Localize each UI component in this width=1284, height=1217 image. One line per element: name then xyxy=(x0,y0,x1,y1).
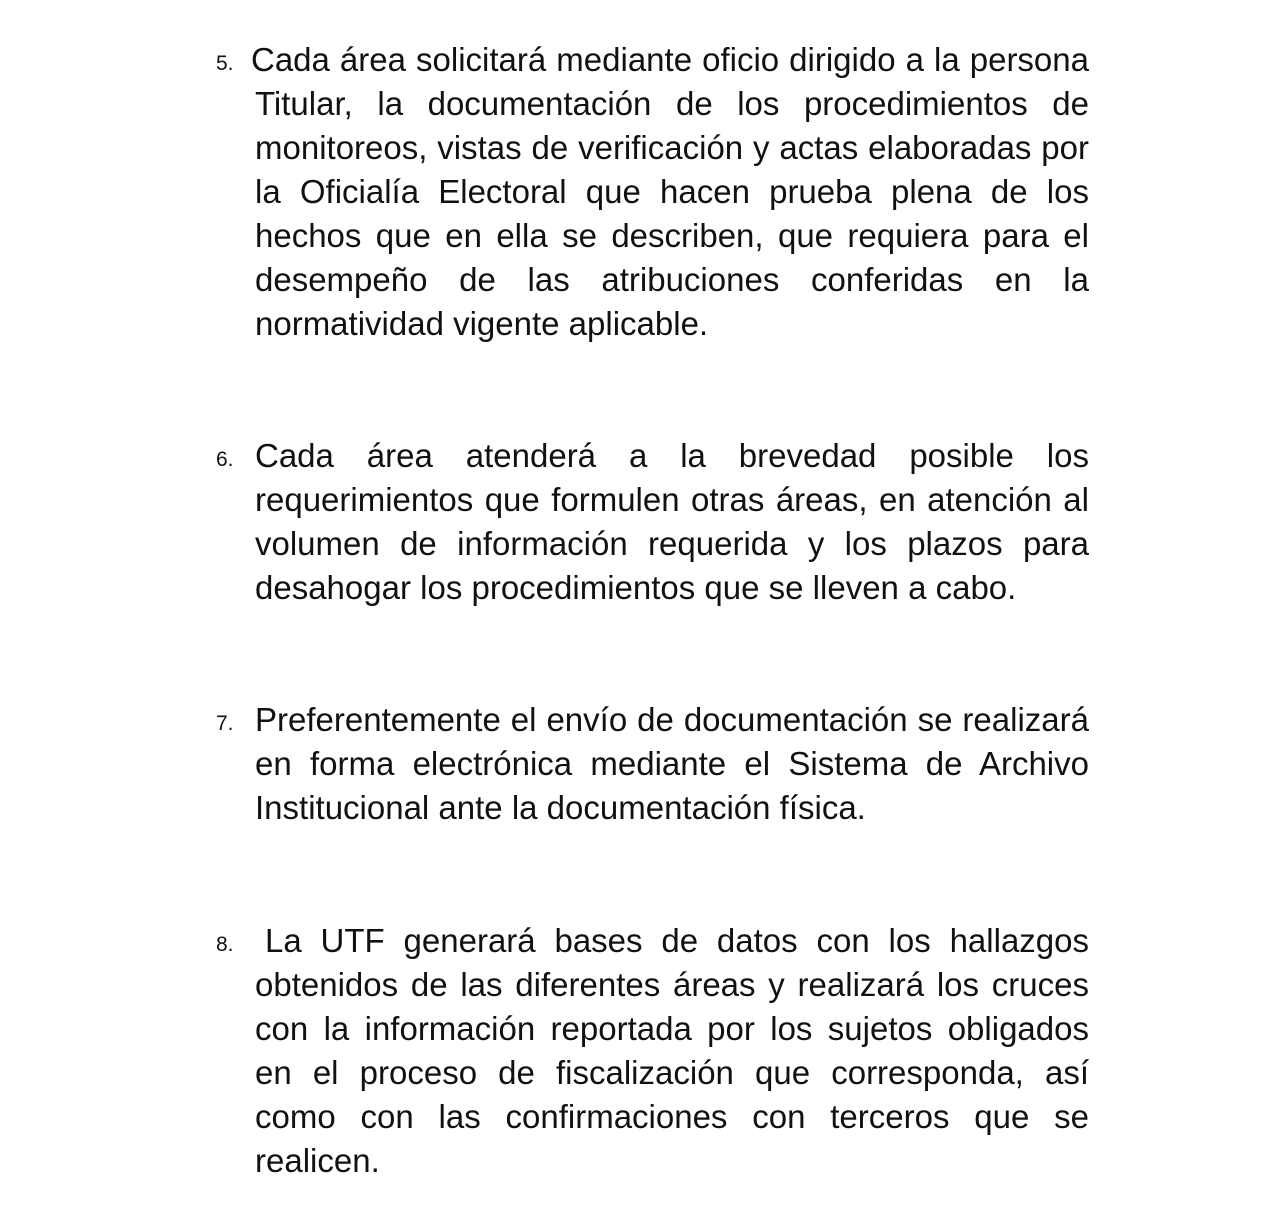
list-number: 6. xyxy=(216,448,234,471)
list-number: 8. xyxy=(216,933,234,956)
list-item-text: Cada área atenderá a la brevedad posible los requerimientos que formulen otras áreas, en atención al volumen de información requerida y los plazos para desahogar los procedimientos que se lleven a cabo. xyxy=(255,437,1089,606)
list-item-8 xyxy=(216,919,1089,1183)
list-item-6 xyxy=(216,434,1089,610)
list-number: 7. xyxy=(216,712,234,735)
list-item-7 xyxy=(216,698,1089,830)
list-item-text: Cada área solicitará mediante oficio dirigido a la persona Titular, la documentación de los procedimientos de monitoreos, vistas de verificación y actas elaboradas por la Oficialía Electoral que hacen prueba plena de los hechos que en ella se describen, que requiera para el desempeño de las atribuciones conferidas en la normatividad vigente aplicable. xyxy=(251,41,1089,342)
list-item-text: La UTF generará bases de datos con los hallazgos obtenidos de las diferentes áreas y realizará los cruces con la información reportada por los sujetos obligados en el proceso de fiscalización que corresponda, así como con las confirmaciones con terceros que se realicen. xyxy=(255,922,1089,1179)
list-item-5 xyxy=(216,38,1089,346)
list-number: 5. xyxy=(216,52,234,75)
list-item-text: Preferentemente el envío de documentación se realizará en forma electrónica mediante el Sistema de Archivo Institucional ante la documentación física. xyxy=(255,701,1089,826)
